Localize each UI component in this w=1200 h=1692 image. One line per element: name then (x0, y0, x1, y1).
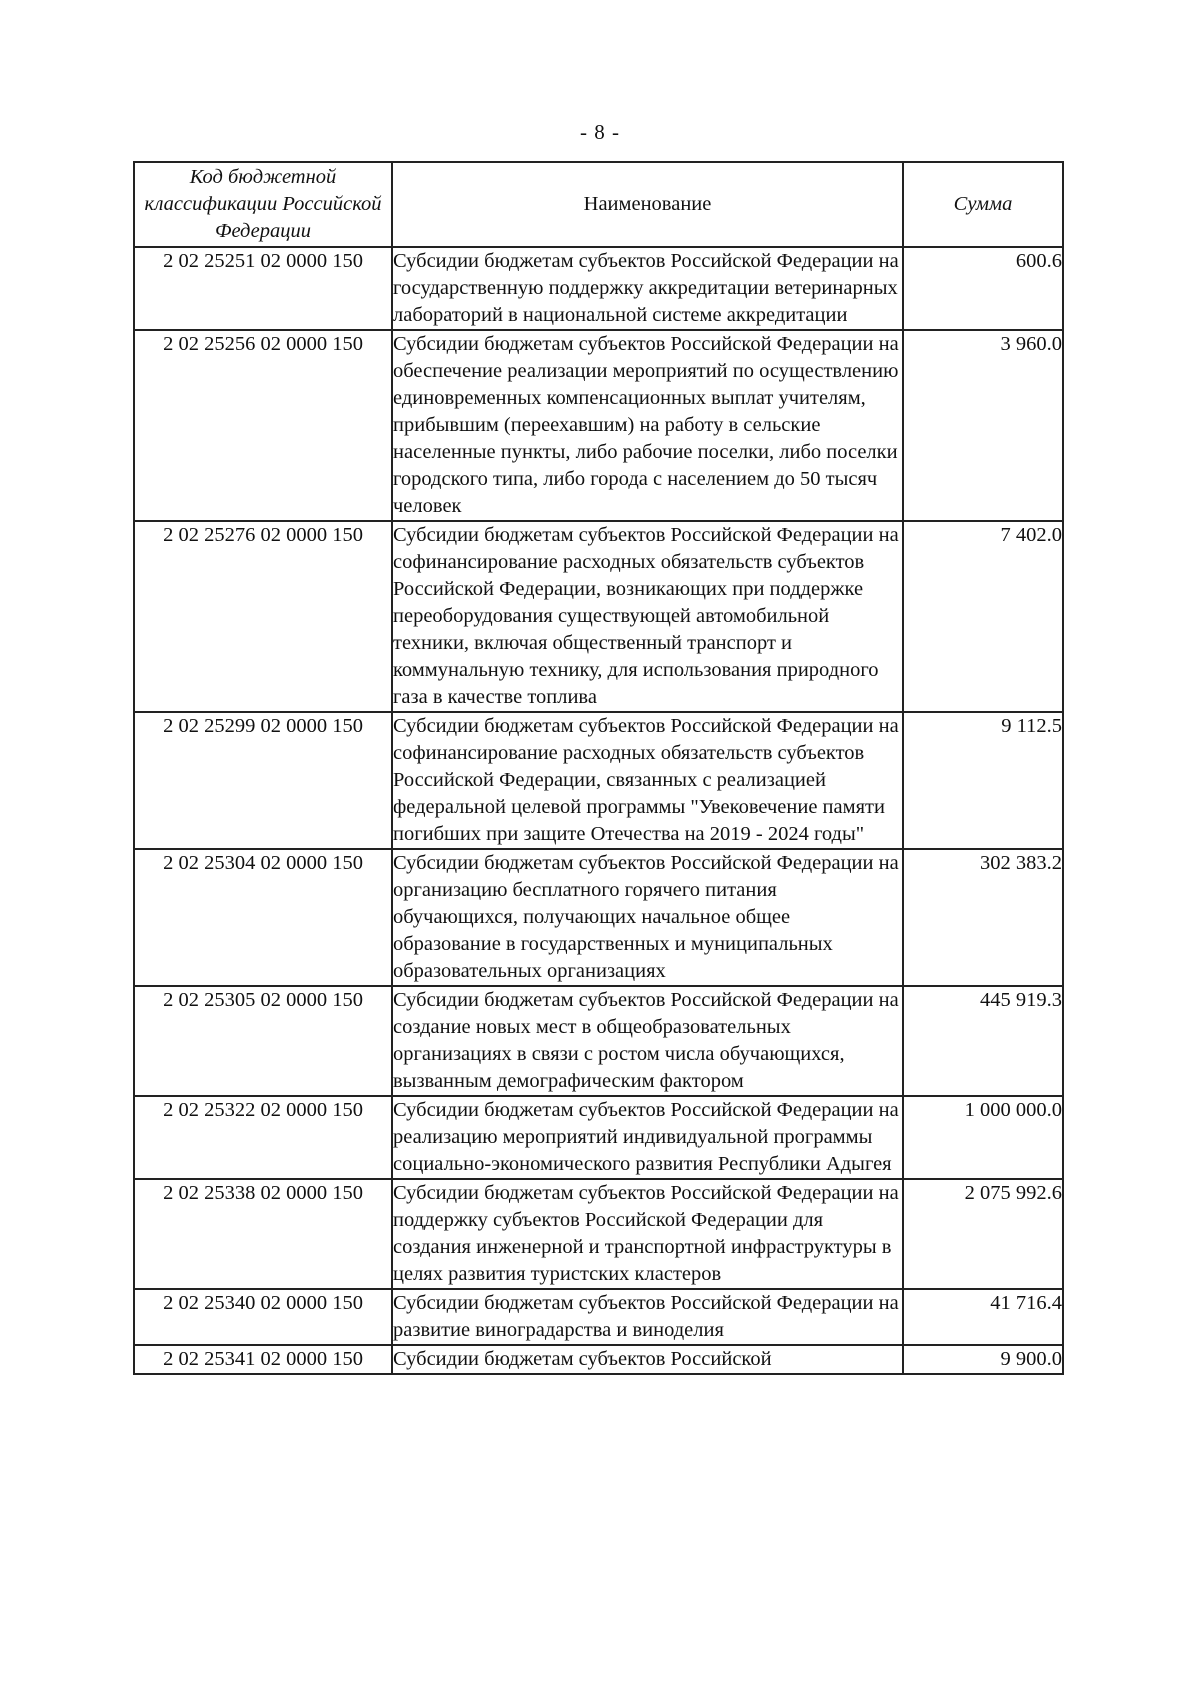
row-name: Субсидии бюджетам субъектов Российской Федерации на софинансирование расходных обязательств субъектов Российской Федерации, возникающих при поддержке переоборудования существующей автомобильной техники, включая общественный транспорт и коммунальную технику, для использования природного газа в качестве топлива (392, 521, 903, 712)
row-code: 2 02 25304 02 0000 150 (134, 849, 392, 986)
table-row (134, 1345, 1063, 1374)
row-code: 2 02 25299 02 0000 150 (134, 712, 392, 849)
row-amount: 9 900.0 (903, 1345, 1063, 1374)
row-amount: 302 383.2 (903, 849, 1063, 986)
row-name: Субсидии бюджетам субъектов Российской Федерации на обеспечение реализации мероприятий по осуществлению единовременных компенсационных выплат учителям, прибывшим (переехавшим) на работу в сельские населенные пункты, либо рабочие поселки, либо поселки городского типа, либо города с населением до 50 тысяч человек (392, 330, 903, 521)
row-name: Субсидии бюджетам субъектов Российской Федерации на развитие виноградарства и виноделия (392, 1289, 903, 1345)
table-row (134, 247, 1063, 330)
header-name: Наименование (392, 162, 903, 247)
header-code: Код бюджетной классификации Российской Федерации (134, 162, 392, 247)
row-amount: 7 402.0 (903, 521, 1063, 712)
row-name: Субсидии бюджетам субъектов Российской Федерации на поддержку субъектов Российской Федерации для создания инженерной и транспортной инфраструктуры в целях развития туристских кластеров (392, 1179, 903, 1289)
table-row (134, 1096, 1063, 1179)
row-name: Субсидии бюджетам субъектов Российской Федерации на софинансирование расходных обязательств субъектов Российской Федерации, связанных с реализацией федеральной целевой программы "Увековечение памяти погибших при защите Отечества на 2019 - 2024 годы" (392, 712, 903, 849)
row-amount: 1 000 000.0 (903, 1096, 1063, 1179)
row-amount: 3 960.0 (903, 330, 1063, 521)
row-amount: 2 075 992.6 (903, 1179, 1063, 1289)
table-row (134, 986, 1063, 1096)
row-code: 2 02 25340 02 0000 150 (134, 1289, 392, 1345)
page-number: - 8 - (580, 120, 620, 144)
table-row (134, 1289, 1063, 1345)
row-code: 2 02 25322 02 0000 150 (134, 1096, 392, 1179)
row-code: 2 02 25256 02 0000 150 (134, 330, 392, 521)
header-sum: Сумма (903, 162, 1063, 247)
table-row (134, 849, 1063, 986)
row-name: Субсидии бюджетам субъектов Российской Федерации на государственную поддержку аккредитации ветеринарных лабораторий в национальной системе аккредитации (392, 247, 903, 330)
row-name: Субсидии бюджетам субъектов Российской (392, 1345, 903, 1374)
row-code: 2 02 25338 02 0000 150 (134, 1179, 392, 1289)
table-header-row (134, 162, 1063, 247)
row-amount: 600.6 (903, 247, 1063, 330)
budget-table (133, 161, 1064, 1375)
table-row (134, 521, 1063, 712)
row-code: 2 02 25305 02 0000 150 (134, 986, 392, 1096)
row-amount: 445 919.3 (903, 986, 1063, 1096)
row-code: 2 02 25276 02 0000 150 (134, 521, 392, 712)
row-name: Субсидии бюджетам субъектов Российской Федерации на реализацию мероприятий индивидуальной программы социально-экономического развития Республики Адыгея (392, 1096, 903, 1179)
row-code: 2 02 25341 02 0000 150 (134, 1345, 392, 1374)
row-code: 2 02 25251 02 0000 150 (134, 247, 392, 330)
row-name: Субсидии бюджетам субъектов Российской Федерации на организацию бесплатного горячего питания обучающихся, получающих начальное общее образование в государственных и муниципальных образовательных организациях (392, 849, 903, 986)
row-amount: 41 716.4 (903, 1289, 1063, 1345)
table-row (134, 330, 1063, 521)
row-name: Субсидии бюджетам субъектов Российской Федерации на создание новых мест в общеобразовательных организациях в связи с ростом числа обучающихся, вызванным демографическим фактором (392, 986, 903, 1096)
table-row (134, 1179, 1063, 1289)
row-amount: 9 112.5 (903, 712, 1063, 849)
table-row (134, 712, 1063, 849)
